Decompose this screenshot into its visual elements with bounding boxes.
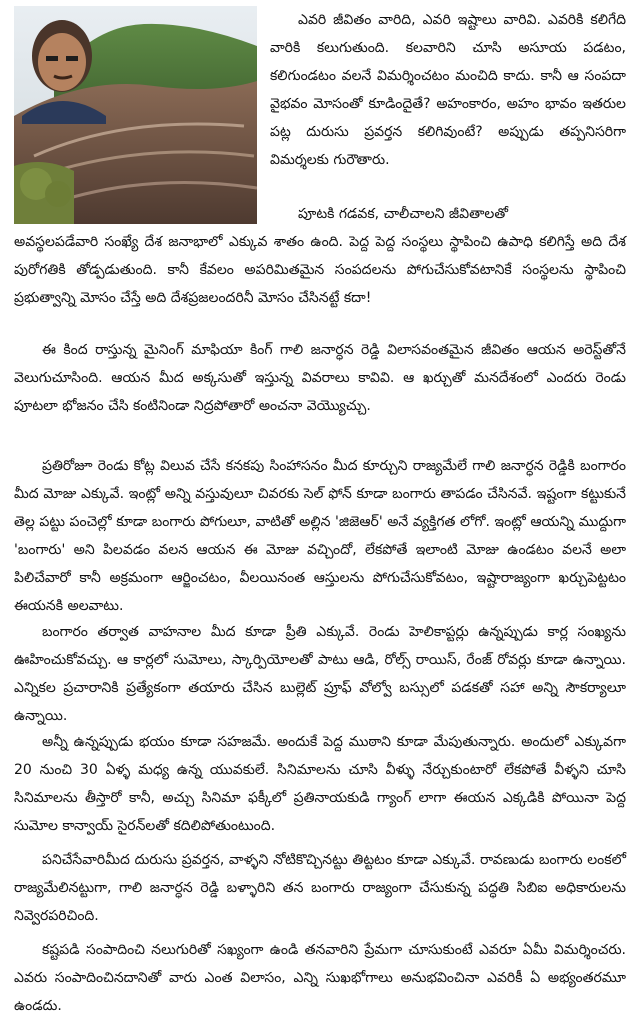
article-paragraph-1: ఎవరి జీవితం వారిది, ఎవరి ఇష్టాలు వారివి. ఎవరికి కలిగేది వారికి కలుగుతుంది. కలవారిని చూసి అసూయ పడటం, కలిగుండటం వలనే విమర్శించటం మంచిది కాదు. కానీ ఆ సంపదా వైభవం మోసంతో కూడిందైతే? అహంకారం, అహం భావం ఇతరుల పట్ల దురుసు ప్రవర్తన కలిగివుంటే? అప్పుడు తప్పనిసరిగా విమర్శలకు గురౌతారు.: [270, 12, 626, 168]
article-paragraph-5: బంగారం తర్వాత వాహనాల మీద కూడా ప్రీతి ఎక్కువే. రెండు హెలికాప్టర్లు ఉన్నప్పుడు కార్ల సంఖ్యను ఊహించుకోవచ్చు. ఆ కార్లలో సుమోలు, స్కార్పియోలతో పాటు ఆడి, రోల్స్ రాయిస్, రేంజ్ రోవర్లు కూడా ఉన్నాయి. ఎన్నికల ప్రచారానికి ప్రత్యేకంగా తయారు చేసిన బుల్లెట్ ప్రూఫ్ వోల్వో బస్సులో పడకతో సహా అన్ని సౌకర్యాలూ ఉన్నాయి.: [14, 624, 626, 724]
article-paragraph-3: ఈ కింద రాస్తున్న మైనింగ్ మాఫియా కింగ్ గాలి జనార్ధన రెడ్డి విలాసవంతమైన జీవితం ఆయన అరెస్ట్‌తోనే వెలుగుచూసింది. ఆయన మీద అక్కసుతో ఇస్తున్న వివరాలు కావివి. ఆ ఖర్చుతో మనదేశంలో ఎందరు రెండు పూటలా భోజనం చేసి కంటినిండా నిద్రపోతారో అంచనా వెయ్యొచ్చు.: [14, 342, 626, 414]
article-paragraph-4: ప్రతిరోజూ రెండు కోట్ల విలువ చేసే కనకపు సింహాసనం మీద కూర్చుని రాజ్యమేలే గాలి జనార్ధన రెడ్డికి బంగారం మీద మోజు ఎక్కువే. ఇంట్లో అన్ని వస్తువులూ చివరకు సెల్ ఫోన్ కూడా బంగారు తాపడం చేసినవే. ఇష్టంగా కట్టుకునే తెల్ల పట్టు పంచెల్లో కూడా బంగారు పోగులూ, వాటితో అల్లిన 'జిజెఆర్' అనే వ్యక్తిగత లోగో. ఇంట్లో ఆయన్ని ముద్దుగా 'బంగారు' అని పిలవడం వలన ఆయన ఈ మోజు వచ్చిందో, లేకపోతే ఇలాంటి మోజు ఉండటం వలనే అలా పిలిచేవారో కానీ అక్రమంగా ఆర్జించటం, వీలయినంత ఆస్తులను పోగుచేసుకోవటం, ఇష్టారాజ్యంగా ఖర్చుపెట్టటం ఈయనకి అలవాటు.: [14, 458, 626, 614]
article-paragraph-2-start: పూటకి గడవక, చాలీచాలని జీవితాలతో: [298, 206, 509, 222]
article-paragraph-7: పనిచేసేవారిమీద దురుసు ప్రవర్తన, వాళ్ళని నోటికొచ్చినట్టు తిట్టటం కూడా ఎక్కువే. రావణుడు బంగారు లంకలో రాజ్యమేలినట్టుగా, గాలి జనార్ధన రెడ్డి బళ్ళారిని తన బంగారు రాజ్యంగా చేసుకున్న పద్ధతి సిబిఐ అధికారులను నివ్వెరపరిచింది.: [14, 852, 626, 924]
article-photo: [14, 6, 257, 224]
mining-hill-illustration: [14, 6, 257, 224]
article-paragraph-2-continued: అవస్థలపడేవారి సంఖ్యే దేశ జనాభాలో ఎక్కువ శాతం ఉంది. పెద్ద పెద్ద సంస్థలు స్థాపించి ఉపాధి కలిగిస్తే అది దేశ పురోగతికి తోడ్పడుతుంది. కానీ కేవలం అపరిమితమైన సంపదలను పోగుచేసుకోవటానికే సంస్థలను స్థాపించి ప్రభుత్వాన్ని మోసం చేస్తే అది దేశప్రజలందరినీ మోసం చేసినట్టే కదా!: [14, 234, 626, 306]
article-paragraph-8: కష్టపడి సంపాదించి నలుగురితో సఖ్యంగా ఉండి తనవారిని ప్రేమగా చూసుకుంటే ఎవరూ ఏమీ విమర్శించరు. ఎవరు సంపాదించినదానితో వారు ఎంత విలాసం, ఎన్ని సుఖభోగాలు అనుభవించినా ఎవరికీ ఏ అభ్యంతరమూ ఉండదు.: [14, 942, 626, 1014]
article-paragraph-6: అన్నీ ఉన్నప్పుడు భయం కూడా సహజమే. అందుకే పెద్ద ముఠాని కూడా మేపుతున్నారు. అందులో ఎక్కువగా 20 నుంచి 30 ఏళ్ళ మధ్య ఉన్న యువకులే. సినిమాలను చూసి వీళ్ళు నేర్చుకుంటారో లేకపోతే వీళ్ళని చూసి సినిమాలను తీస్తారో కానీ, అచ్చు సినిమా ఫక్కీలో ప్రతినాయకుడి గ్యాంగ్ లాగా ఈయన ఎక్కడికి పోయినా పెద్ద సుమోల కాన్వాయ్ సైరన్‌లతో కదిలిపోతుంటుంది.: [14, 734, 626, 834]
